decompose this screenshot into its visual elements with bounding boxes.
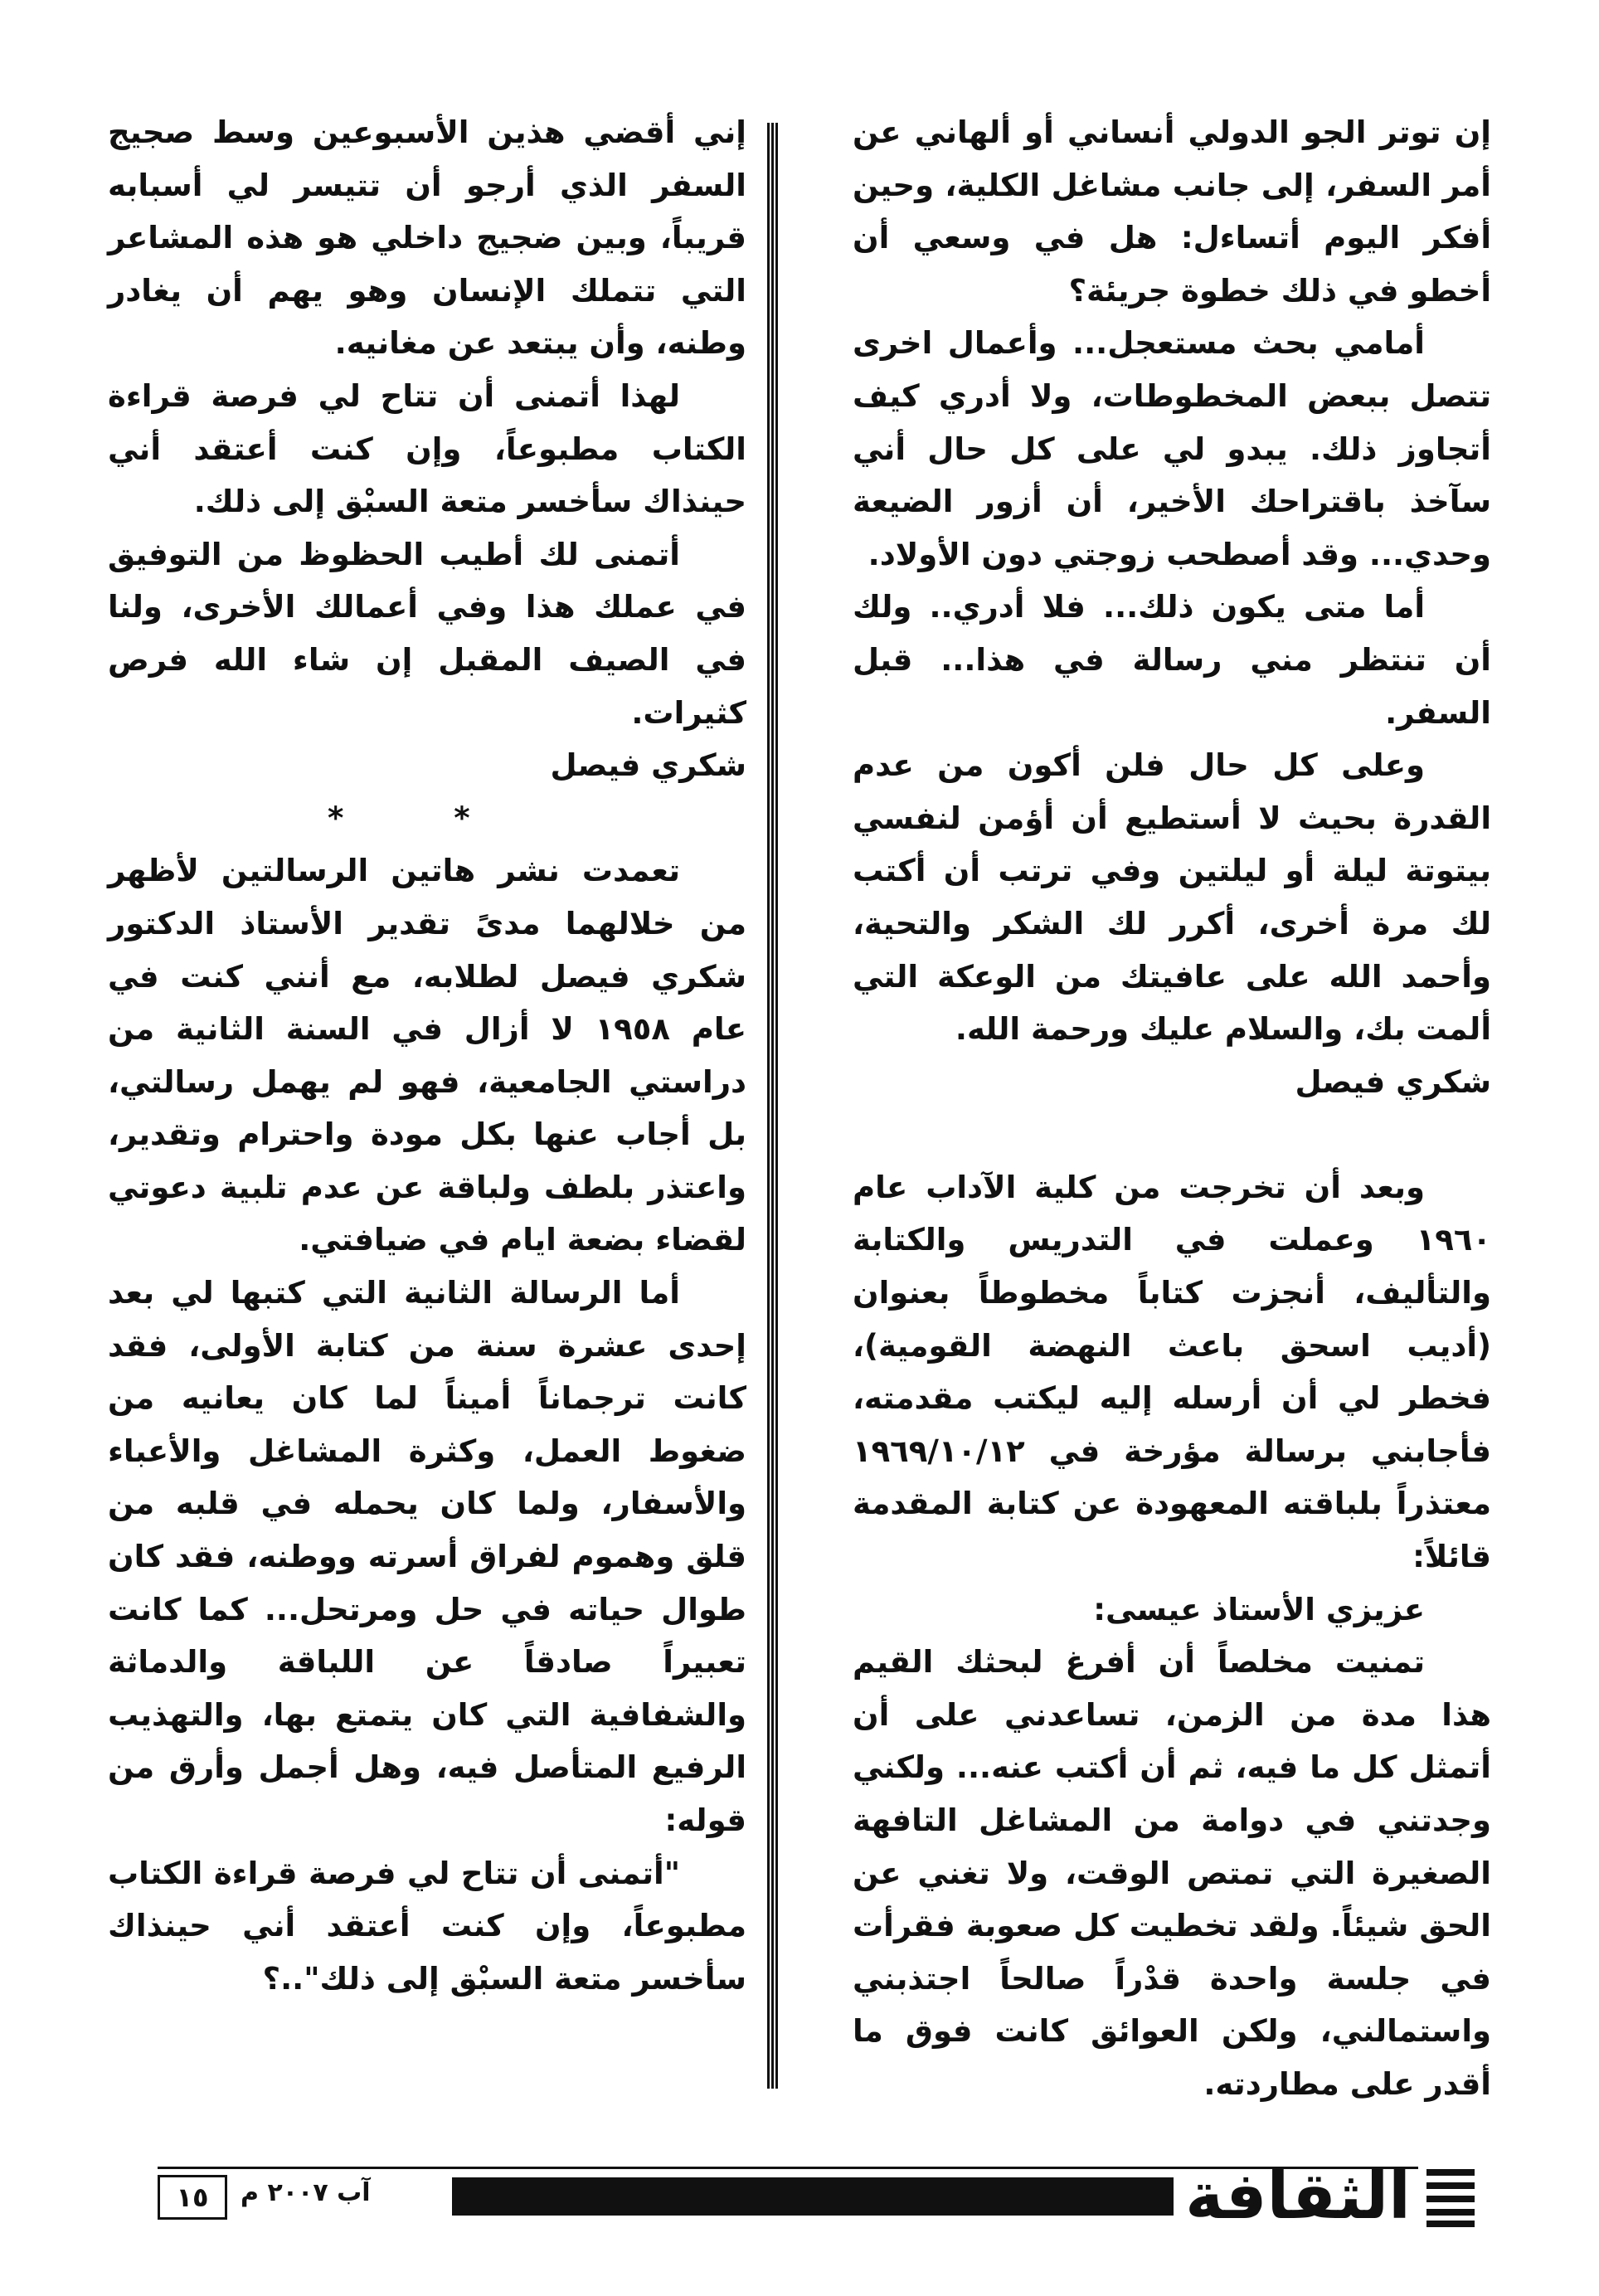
magazine-logo: الثقافة	[1185, 2159, 1411, 2234]
paragraph: إني أقضي هذين الأسبوعين وسط صجيج السفر الذي أرجو أن تتيسر لي أسبابه قريباً، وبين ضجيج داخلي هو هذه المشاعر التي تتملك الإنسان وهو يهم أن يغادر وطنه، وأن يبتعد عن مغانيه.	[108, 114, 746, 362]
paragraph: لهذا أتمنى أن تتاح لي فرصة قراءة الكتاب مطبوعاً، وإن كنت أعتقد أني حينذاك سأخسر متعة السبْق إلى ذلك.	[108, 377, 746, 520]
paragraph: إن توتر الجو الدولي أنساني أو ألهاني عن أمر السفر، إلى جانب مشاغل الكلية، وحين أفكر اليوم أتساءل: هل في وسعي أن أخطو في ذلك خطوة جريئة؟	[853, 114, 1491, 309]
salutation: عزيزي الأستاذ عيسى:	[1093, 1591, 1425, 1627]
footer-bar	[452, 2177, 1174, 2216]
paragraph: أما متى يكون ذلك... فلا أدري.. ولك أن تنتظر مني رسالة في هذا... قبل السفر.	[853, 589, 1491, 731]
paragraph: تمنيت مخلصاً أن أفرغ لبحثك القيم هذا مدة من الزمن، تساعدني على أن أتمثل كل ما فيه، ثم أن أكتب عنه... ولكني وجدتني في دوامة من المشاغل التافهة الصغيرة التي تمتص الوقت، ولا تغني عن الحق شيئاً. ولقد تخطيت كل صعوبة فقرأت في جلسة واحدة قدْراً صالحاً اجتذبني واستمالني، ولكن العوائق كانت فوق ما أقدر على مطاردته.	[853, 1644, 1491, 2102]
paragraph: أمامي بحث مستعجل... وأعمال اخرى تتصل ببعض المخطوطات، ولا أدري كيف أتجاوز ذلك. يبدو لي على كل حال أني سآخذ باقتراحك الأخير، أن أزور الضيعة وحدي... وقد أصطحب زوجتي دون الأولاد.	[853, 325, 1491, 572]
paragraph: وعلى كل حال فلن أكون من عدم القدرة بحيث لا أستطيع أن أؤمن لنفسي بيتوتة ليلة أو ليلتين وفي ترتب أن أكتب لك مرة أخرى، أكرر لك الشكر والتحية، وأحمد الله على عافيتك من الوعكة التي ألمت بك، والسلام عليك ورحمة الله.	[853, 747, 1491, 1048]
paragraph: أما الرسالة الثانية التي كتبها لي بعد إحدى عشرة سنة من كتابة الأولى، فقد كانت ترجماناً أميناً لما كان يعانيه من ضغوط العمل، وكثرة المشاغل والأعباء والأسفار، ولما كان يحمله في قلبه من قلق وهموم لفراق أسرته ووطنه، فقد كان طوال حياته في حل ومرتحل... كما كانت تعبيراً صادقاً عن اللباقة والدماثة والشفافية التي كان يتمتع بها، والتهذيب الرفيع المتأصل فيه، وهل أجمل وأرق من قوله:	[108, 1275, 746, 1838]
paragraph: وبعد أن تخرجت من كلية الآداب عام ١٩٦٠ وعملت في التدريس والكتابة والتأليف، أنجزت كتاباً مخطوطاً بعنوان (أديب اسحق باعث النهضة القومية)، فخطر لي أن أرسله إليه ليكتب مقدمته، فأجابني برسالة مؤرخة في ١٩٦٩/١٠/١٢ معتذراً بلباقته المعهودة عن كتابة المقدمة قائلاً:	[853, 1169, 1491, 1575]
signature: شكري فيصل	[1295, 1063, 1491, 1100]
spacer	[853, 1108, 1491, 1161]
page-number-text: ١٥	[176, 2182, 209, 2213]
page-number	[158, 2175, 227, 2220]
issue-date: آب ٢٠٠٧ م	[241, 2178, 371, 2207]
column-divider	[767, 123, 779, 2089]
left-column	[108, 106, 746, 2005]
logo-lines-icon	[1426, 2169, 1475, 2227]
section-separator-stars: * *	[328, 800, 520, 836]
signature: شكري فيصل	[550, 747, 746, 784]
paragraph: أتمنى لك أطيب الحظوظ من التوفيق في عملك هذا وفي أعمالك الأخرى، ولنا في الصيف المقبل إن شاء الله فرص كثيرات.	[108, 536, 746, 731]
quotation: "أتمنى أن تتاح لي فرصة قراءة الكتاب مطبوعاً، وإن كنت أعتقد أني حينذاك سأخسر متعة السبْق إلى ذلك"..؟	[108, 1855, 746, 1997]
right-column	[853, 106, 1491, 2111]
paragraph: تعمدت نشر هاتين الرسالتين لأظهر من خلالهما مدىً تقدير الأستاذ الدكتور شكري فيصل لطلابه، مع أنني كنت في عام ١٩٥٨ لا أزال في السنة الثانية من دراستي الجامعية، فهو لم يهمل رسالتي، بل أجاب عنها بكل مودة واحترام وتقدير، واعتذر بلطف ولباقة عن عدم تلبية دعوتي لقضاء بضعة ايام في ضيافتي.	[108, 853, 746, 1258]
